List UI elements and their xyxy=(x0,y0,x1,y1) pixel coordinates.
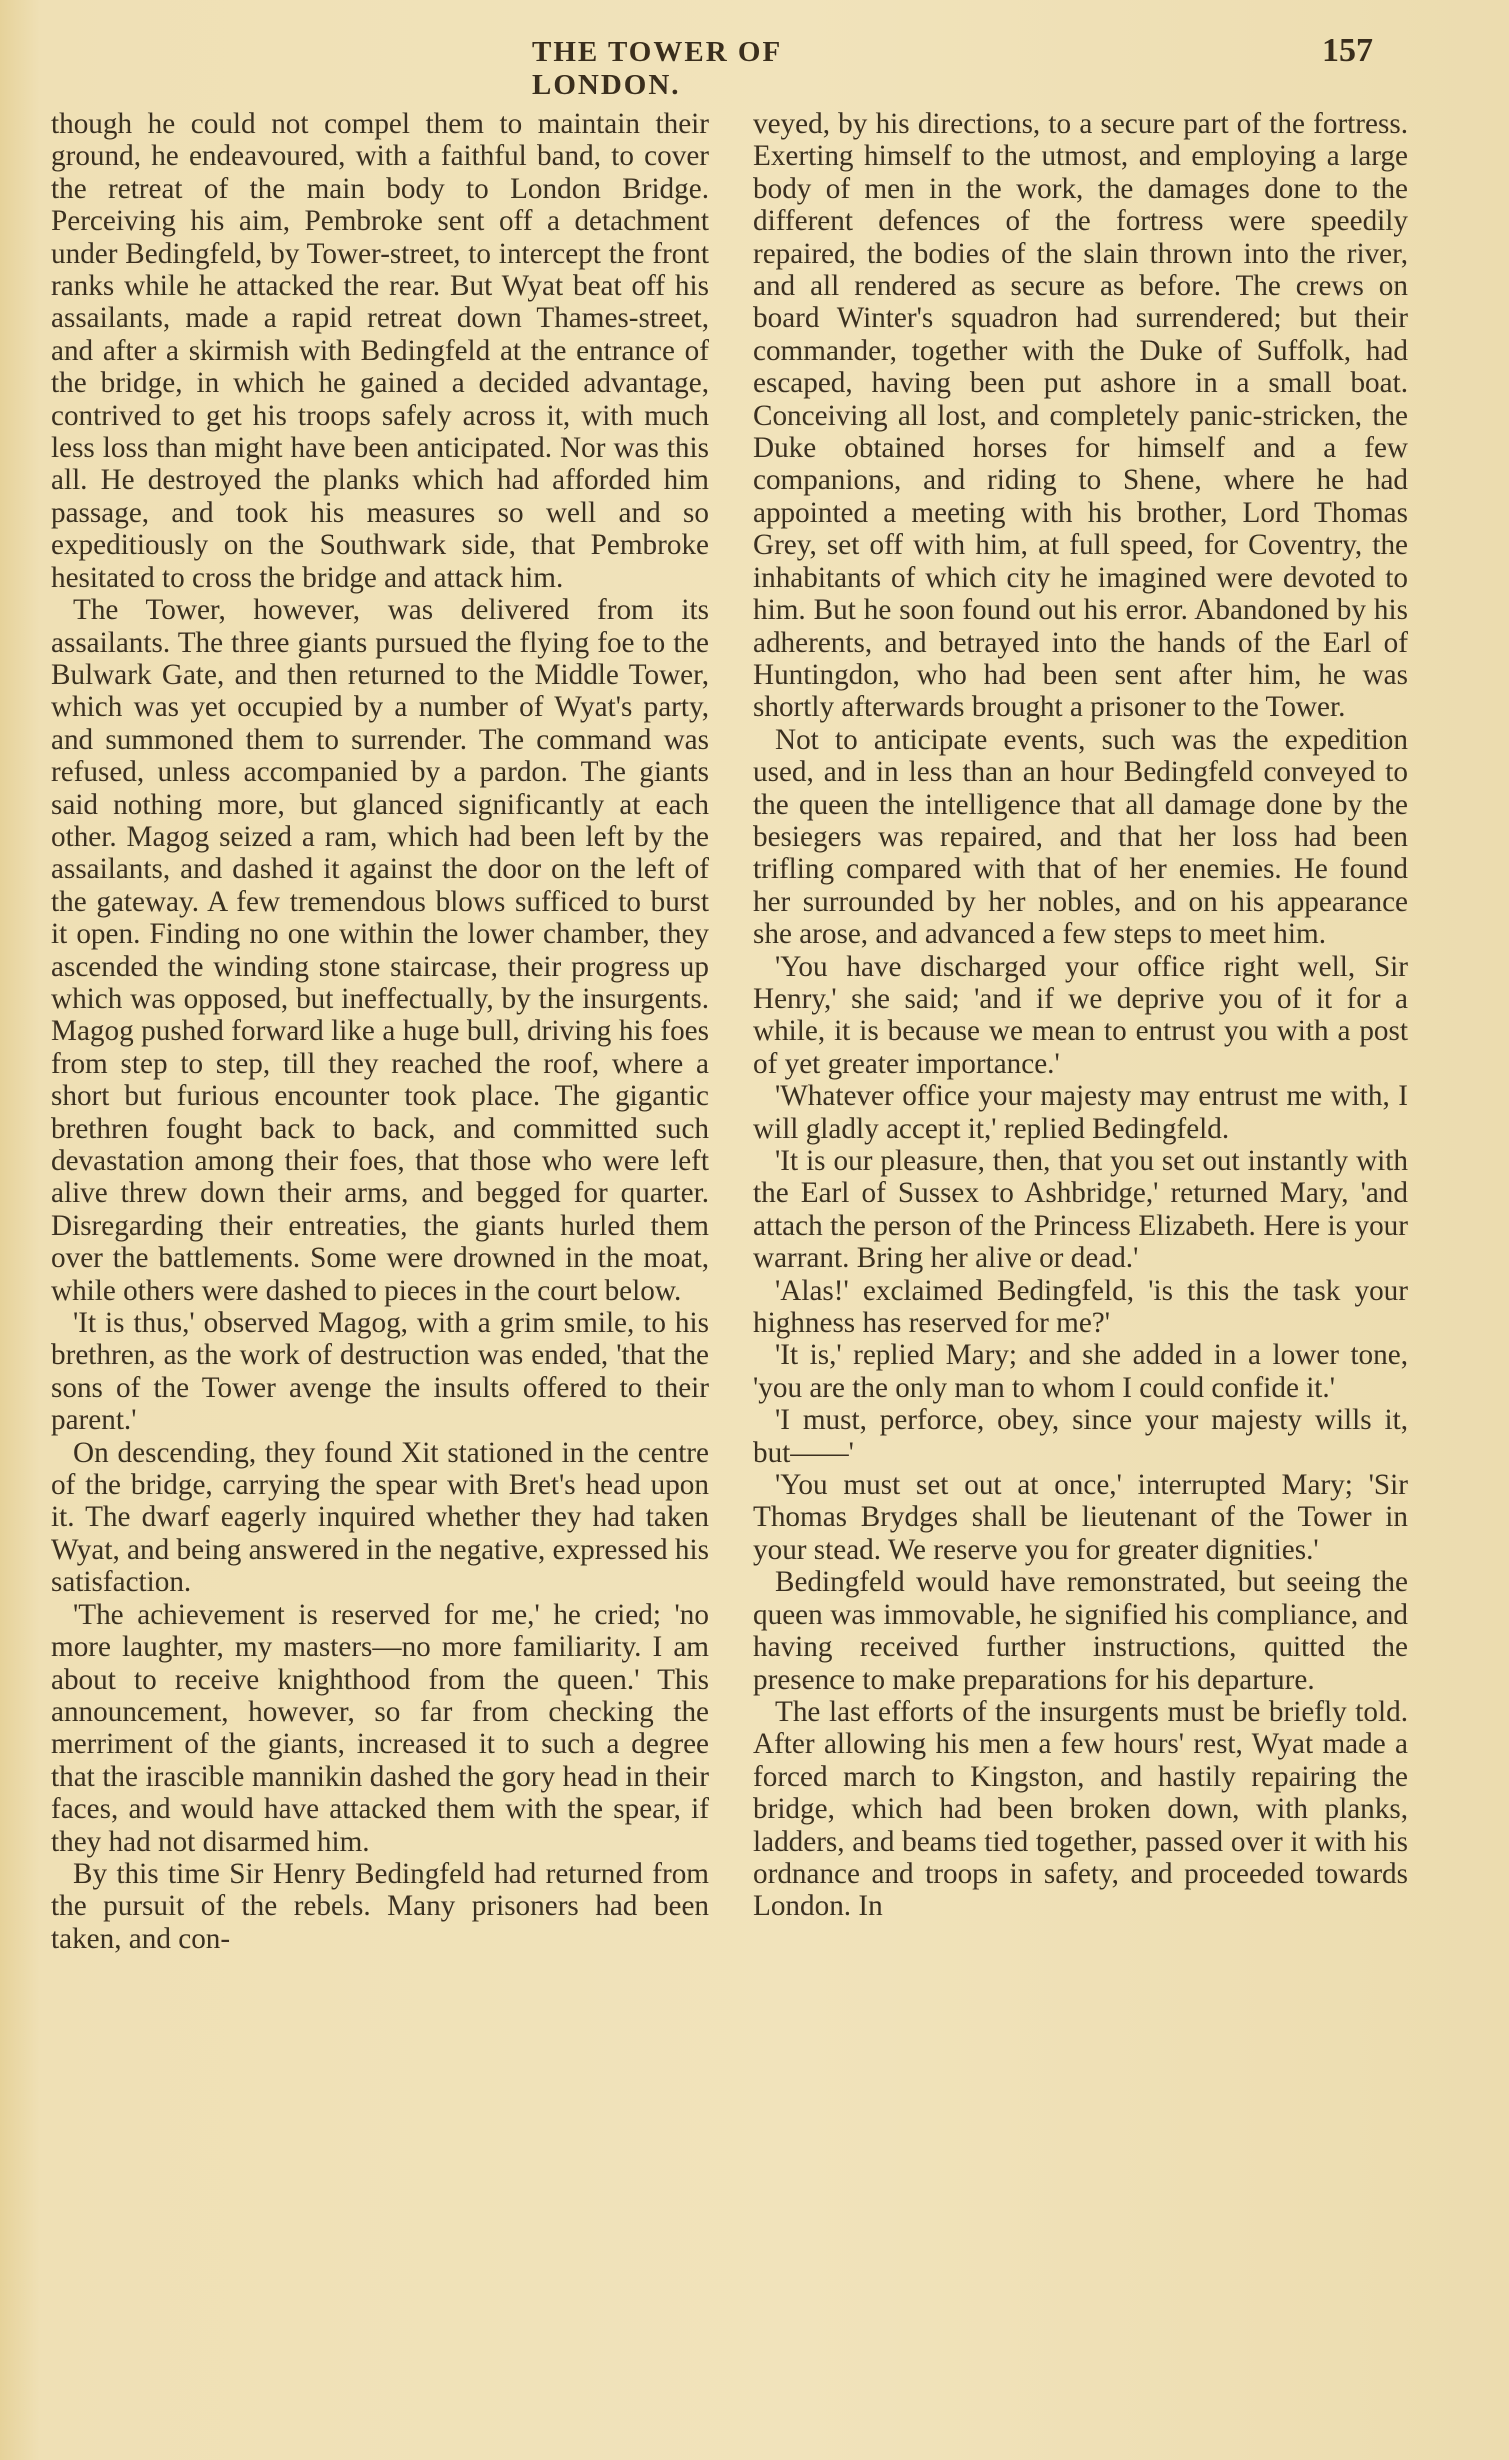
paragraph: veyed, by his directions, to a secure part of the fortress. Exerting himself to the utmost, and employing a large body of men in the work, the damages done to the different defences of the fortress were speedily repaired, the bodies of the slain thrown into the river, and all rendered as secure as before. The crews on board Winter's squadron had surrendered; but their commander, together with the Duke of Suffolk, had escaped, having been put ashore in a small boat. Conceiving all lost, and completely panic-stricken, the Duke obtained horses for himself and a few companions, and riding to Shene, where he had appointed a meeting with his brother, Lord Thomas Grey, set off with him, at full speed, for Coventry, the inhabitants of which city he imagined were devoted to him. But he soon found out his error. Abandoned by his adherents, and betrayed into the hands of the Earl of Huntingdon, who had been sent after him, he was shortly afterwards brought a prisoner to the Tower. xyxy=(753,108,1408,724)
paragraph: The last efforts of the insurgents must be briefly told. After allowing his men a few hours' rest, Wyat made a forced march to Kingston, and hastily repairing the bridge, which had been broken down, with planks, ladders, and beams tied together, passed over it with his ordnance and troops in safety, and proceeded towards London. In xyxy=(753,1695,1408,1923)
running-title: THE TOWER OF LONDON. xyxy=(532,36,782,101)
paragraph: 'It is,' replied Mary; and she added in a lower tone, 'you are the only man to whom I could confide it.' xyxy=(753,1339,1408,1404)
paragraph: 'It is our pleasure, then, that you set out instantly with the Earl of Sussex to Ashbridge,' returned Mary, 'and attach the person of the Princess Elizabeth. Here is your warrant. Bring her alive or dead.' xyxy=(753,1145,1408,1275)
left-column xyxy=(51,108,709,1955)
paragraph: Not to anticipate events, such was the expedition used, and in less than an hour Bedingfeld conveyed to the queen the intelligence that all damage done by the besiegers was repaired, and that her loss had been trifling compared with that of her enemies. He found her surrounded by her nobles, and on his appearance she arose, and advanced a few steps to meet him. xyxy=(753,723,1408,951)
paragraph: 'It is thus,' observed Magog, with a grim smile, to his brethren, as the work of destruction was ended, 'that the sons of the Tower avenge the insults offered to their parent.' xyxy=(51,1307,709,1437)
paragraph: The Tower, however, was delivered from its assailants. The three giants pursued the flying foe to the Bulwark Gate, and then returned to the Middle Tower, which was yet occupied by a number of Wyat's party, and summoned them to surrender. The command was refused, unless accompanied by a pardon. The giants said nothing more, but glanced significantly at each other. Magog seized a ram, which had been left by the assailants, and dashed it against the door on the left of the gateway. A few tremendous blows sufficed to burst it open. Finding no one within the lower chamber, they ascended the winding stone staircase, their progress up which was opposed, but ineffectually, by the insurgents. Magog pushed forward like a huge bull, driving his foes from step to step, till they reached the roof, where a short but furious encounter took place. The gigantic brethren fought back to back, and committed such devastation among their foes, that those who were left alive threw down their arms, and begged for quarter. Disregarding their entreaties, the giants hurled them over the battlements. Some were drowned in the moat, while others were dashed to pieces in the court below. xyxy=(51,594,709,1307)
paragraph: By this time Sir Henry Bedingfeld had returned from the pursuit of the rebels. Many prisoners had been taken, and con- xyxy=(51,1857,709,1955)
paragraph: On descending, they found Xit stationed in the centre of the bridge, carrying the spear with Bret's head upon it. The dwarf eagerly inquired whether they had taken Wyat, and being answered in the negative, expressed his satisfaction. xyxy=(51,1436,709,1599)
paragraph: 'I must, perforce, obey, since your majesty wills it, but——' xyxy=(753,1404,1408,1469)
paragraph: 'Whatever office your majesty may entrust me with, I will gladly accept it,' replied Bedingfeld. xyxy=(753,1080,1408,1145)
paragraph: though he could not compel them to maintain their ground, he endeavoured, with a faithful band, to cover the retreat of the main body to London Bridge. Perceiving his aim, Pembroke sent off a detachment under Bedingfeld, by Tower-street, to intercept the front ranks while he attacked the rear. But Wyat beat off his assailants, made a rapid retreat down Thames-street, and after a skirmish with Bedingfeld at the entrance of the bridge, in which he gained a decided advantage, contrived to get his troops safely across it, with much less loss than might have been anticipated. Nor was this all. He destroyed the planks which had afforded him passage, and took his measures so well and so expeditiously on the Southwark side, that Pembroke hesitated to cross the bridge and attack him. xyxy=(51,108,709,594)
paragraph: 'You must set out at once,' interrupted Mary; 'Sir Thomas Brydges shall be lieutenant of the Tower in your stead. We reserve you for greater dignities.' xyxy=(753,1469,1408,1566)
page-number: 157 xyxy=(1322,32,1373,69)
right-column xyxy=(753,108,1408,1923)
page-header xyxy=(0,32,1509,101)
paragraph: 'You have discharged your office right well, Sir Henry,' she said; 'and if we deprive you of it for a while, it is because we mean to entrust you with a post of yet greater importance.' xyxy=(753,950,1408,1080)
paragraph: 'The achievement is reserved for me,' he cried; 'no more laughter, my masters—no more familiarity. I am about to receive knighthood from the queen.' This announcement, however, so far from checking the merriment of the giants, increased it to such a degree that the irascible mannikin dashed the gory head in their faces, and would have attacked them with the spear, if they had not disarmed him. xyxy=(51,1598,709,1858)
paragraph: Bedingfeld would have remonstrated, but seeing the queen was immovable, he signified his compliance, and having received further instructions, quitted the presence to make preparations for his departure. xyxy=(753,1566,1408,1696)
paragraph: 'Alas!' exclaimed Bedingfeld, 'is this the task your highness has reserved for me?' xyxy=(753,1274,1408,1340)
